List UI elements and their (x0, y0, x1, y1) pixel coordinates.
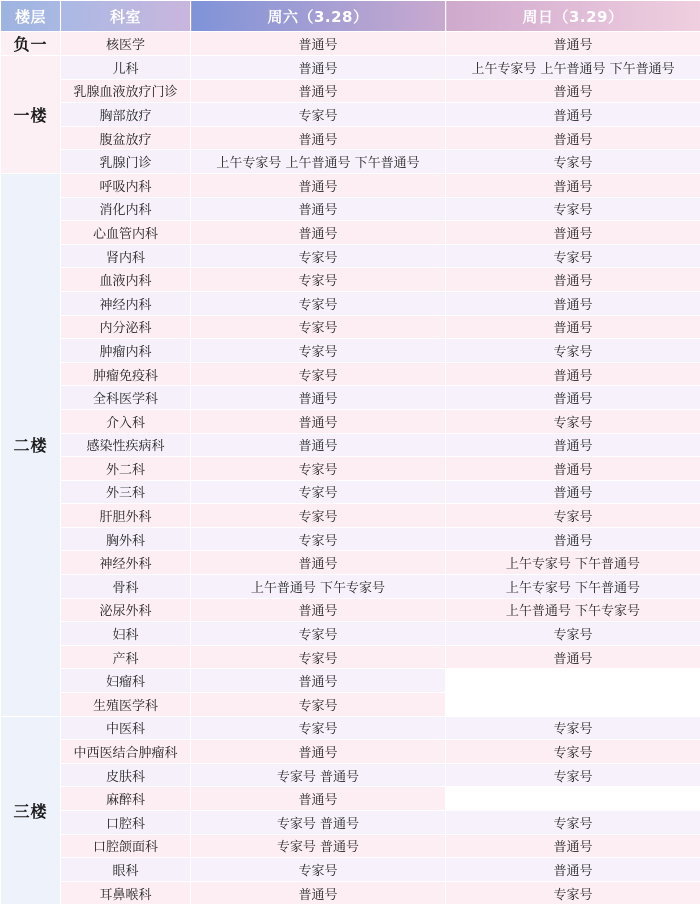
saturday-slot: 普通号 (191, 56, 446, 80)
table-row (1, 221, 700, 245)
table-row (1, 457, 700, 481)
saturday-slot: 专家号 (191, 362, 446, 386)
department-name: 泌尿外科 (61, 598, 191, 622)
table-row (1, 575, 700, 599)
sunday-slot: 普通号 (446, 32, 700, 56)
department-name: 麻醉科 (61, 787, 191, 811)
header-sunday: 周日（3.29） (446, 1, 700, 32)
header-department: 科室 (61, 1, 191, 32)
sunday-slot: 专家号 (446, 763, 700, 787)
floor-label: 负一 (1, 32, 61, 56)
department-name: 肾内科 (61, 244, 191, 268)
table-row (1, 362, 700, 386)
saturday-slot: 专家号 (191, 244, 446, 268)
header-floor: 楼层 (1, 1, 61, 32)
table-row (1, 693, 700, 717)
saturday-slot: 专家号 (191, 457, 446, 481)
saturday-slot: 普通号 (191, 79, 446, 103)
department-name: 肿瘤免疫科 (61, 362, 191, 386)
sunday-slot: 专家号 (446, 504, 700, 528)
sunday-slot: 专家号 (446, 409, 700, 433)
table-row (1, 315, 700, 339)
saturday-slot: 专家号 (191, 339, 446, 363)
sunday-slot: 普通号 (446, 457, 700, 481)
sunday-slot: 普通号 (446, 433, 700, 457)
saturday-slot: 专家号 普通号 (191, 763, 446, 787)
header-saturday: 周六（3.28） (191, 1, 446, 32)
sunday-slot: 普通号 (446, 527, 700, 551)
table-row (1, 433, 700, 457)
department-name: 神经内科 (61, 291, 191, 315)
department-name: 介入科 (61, 409, 191, 433)
saturday-slot: 普通号 (191, 598, 446, 622)
saturday-slot: 普通号 (191, 881, 446, 905)
department-name: 儿科 (61, 56, 191, 80)
floor-label: 二楼 (1, 173, 61, 716)
table-row (1, 669, 700, 693)
saturday-slot: 专家号 (191, 622, 446, 646)
department-name: 耳鼻喉科 (61, 881, 191, 905)
saturday-slot: 上午普通号 下午专家号 (191, 575, 446, 599)
saturday-slot: 专家号 (191, 693, 446, 717)
department-name: 骨科 (61, 575, 191, 599)
sunday-slot: 普通号 (446, 126, 700, 150)
saturday-slot: 专家号 (191, 103, 446, 127)
saturday-slot: 专家号 (191, 858, 446, 882)
sunday-slot: 普通号 (446, 315, 700, 339)
saturday-slot: 专家号 (191, 645, 446, 669)
saturday-slot: 普通号 (191, 433, 446, 457)
table-row (1, 79, 700, 103)
department-name: 核医学 (61, 32, 191, 56)
sunday-slot: 普通号 (446, 480, 700, 504)
saturday-slot: 普通号 (191, 740, 446, 764)
table-row (1, 103, 700, 127)
saturday-slot: 专家号 (191, 527, 446, 551)
saturday-slot: 普通号 (191, 32, 446, 56)
table-row (1, 858, 700, 882)
sunday-slot (446, 693, 700, 717)
sunday-slot: 专家号 (446, 811, 700, 835)
table-row (1, 504, 700, 528)
table-row (1, 527, 700, 551)
saturday-slot: 专家号 (191, 291, 446, 315)
sunday-slot: 普通号 (446, 268, 700, 292)
saturday-slot: 普通号 (191, 197, 446, 221)
table-row (1, 268, 700, 292)
saturday-slot: 普通号 (191, 551, 446, 575)
department-name: 妇瘤科 (61, 669, 191, 693)
sunday-slot: 普通号 (446, 858, 700, 882)
table-row (1, 32, 700, 56)
department-name: 全科医学科 (61, 386, 191, 410)
sunday-slot: 上午专家号 下午普通号 (446, 551, 700, 575)
department-name: 心血管内科 (61, 221, 191, 245)
department-name: 外二科 (61, 457, 191, 481)
sunday-slot: 普通号 (446, 221, 700, 245)
sunday-slot: 上午专家号 下午普通号 (446, 575, 700, 599)
floor-label: 三楼 (1, 716, 61, 905)
table-row (1, 173, 700, 197)
sunday-slot: 上午专家号 上午普通号 下午普通号 (446, 56, 700, 80)
sunday-slot: 普通号 (446, 386, 700, 410)
department-name: 胸外科 (61, 527, 191, 551)
table-row (1, 386, 700, 410)
table-row (1, 811, 700, 835)
table-body (1, 32, 700, 905)
table-header (1, 1, 700, 32)
saturday-slot: 普通号 (191, 221, 446, 245)
sunday-slot: 专家号 (446, 622, 700, 646)
table-row (1, 645, 700, 669)
department-name: 血液内科 (61, 268, 191, 292)
table-row (1, 409, 700, 433)
sunday-slot: 专家号 (446, 716, 700, 740)
table-row (1, 881, 700, 905)
sunday-slot: 专家号 (446, 339, 700, 363)
department-name: 胸部放疗 (61, 103, 191, 127)
table-row (1, 480, 700, 504)
department-name: 神经外科 (61, 551, 191, 575)
saturday-slot: 普通号 (191, 669, 446, 693)
department-name: 中西医结合肿瘤科 (61, 740, 191, 764)
department-name: 内分泌科 (61, 315, 191, 339)
table-row (1, 197, 700, 221)
sunday-slot: 普通号 (446, 103, 700, 127)
table-row (1, 291, 700, 315)
sunday-slot: 专家号 (446, 881, 700, 905)
department-name: 妇科 (61, 622, 191, 646)
department-name: 乳腺血液放疗门诊 (61, 79, 191, 103)
sunday-slot: 普通号 (446, 79, 700, 103)
department-name: 乳腺门诊 (61, 150, 191, 174)
saturday-slot: 普通号 (191, 409, 446, 433)
department-name: 眼科 (61, 858, 191, 882)
saturday-slot: 普通号 (191, 386, 446, 410)
table-row (1, 339, 700, 363)
table-row (1, 126, 700, 150)
sunday-slot: 普通号 (446, 173, 700, 197)
department-name: 肝胆外科 (61, 504, 191, 528)
sunday-slot: 普通号 (446, 645, 700, 669)
department-name: 产科 (61, 645, 191, 669)
saturday-slot: 普通号 (191, 787, 446, 811)
table-row (1, 598, 700, 622)
saturday-slot: 专家号 (191, 268, 446, 292)
sunday-slot: 普通号 (446, 362, 700, 386)
department-name: 呼吸内科 (61, 173, 191, 197)
saturday-slot: 普通号 (191, 126, 446, 150)
header-row (1, 1, 700, 32)
department-name: 口腔颌面科 (61, 834, 191, 858)
department-name: 消化内科 (61, 197, 191, 221)
department-name: 口腔科 (61, 811, 191, 835)
table-row (1, 740, 700, 764)
sunday-slot (446, 669, 700, 693)
sunday-slot: 专家号 (446, 740, 700, 764)
saturday-slot: 专家号 (191, 480, 446, 504)
saturday-slot: 专家号 (191, 504, 446, 528)
department-name: 中医科 (61, 716, 191, 740)
table-row (1, 716, 700, 740)
sunday-slot: 专家号 (446, 150, 700, 174)
sunday-slot: 专家号 (446, 244, 700, 268)
department-name: 生殖医学科 (61, 693, 191, 717)
department-name: 感染性疾病科 (61, 433, 191, 457)
department-name: 外三科 (61, 480, 191, 504)
sunday-slot: 专家号 (446, 197, 700, 221)
sunday-slot: 普通号 (446, 834, 700, 858)
floor-label: 一楼 (1, 56, 61, 174)
saturday-slot: 专家号 普通号 (191, 834, 446, 858)
department-name: 腹盆放疗 (61, 126, 191, 150)
table-row (1, 622, 700, 646)
saturday-slot: 专家号 (191, 716, 446, 740)
sunday-slot (446, 787, 700, 811)
department-name: 皮肤科 (61, 763, 191, 787)
table-row (1, 551, 700, 575)
saturday-slot: 专家号 普通号 (191, 811, 446, 835)
table-row (1, 150, 700, 174)
table-row (1, 56, 700, 80)
table-row (1, 834, 700, 858)
table-row (1, 763, 700, 787)
department-name: 肿瘤内科 (61, 339, 191, 363)
table-row (1, 244, 700, 268)
sunday-slot: 普通号 (446, 291, 700, 315)
sunday-slot: 上午普通号 下午专家号 (446, 598, 700, 622)
saturday-slot: 专家号 (191, 315, 446, 339)
table-row (1, 787, 700, 811)
saturday-slot: 普通号 (191, 173, 446, 197)
saturday-slot: 上午专家号 上午普通号 下午普通号 (191, 150, 446, 174)
